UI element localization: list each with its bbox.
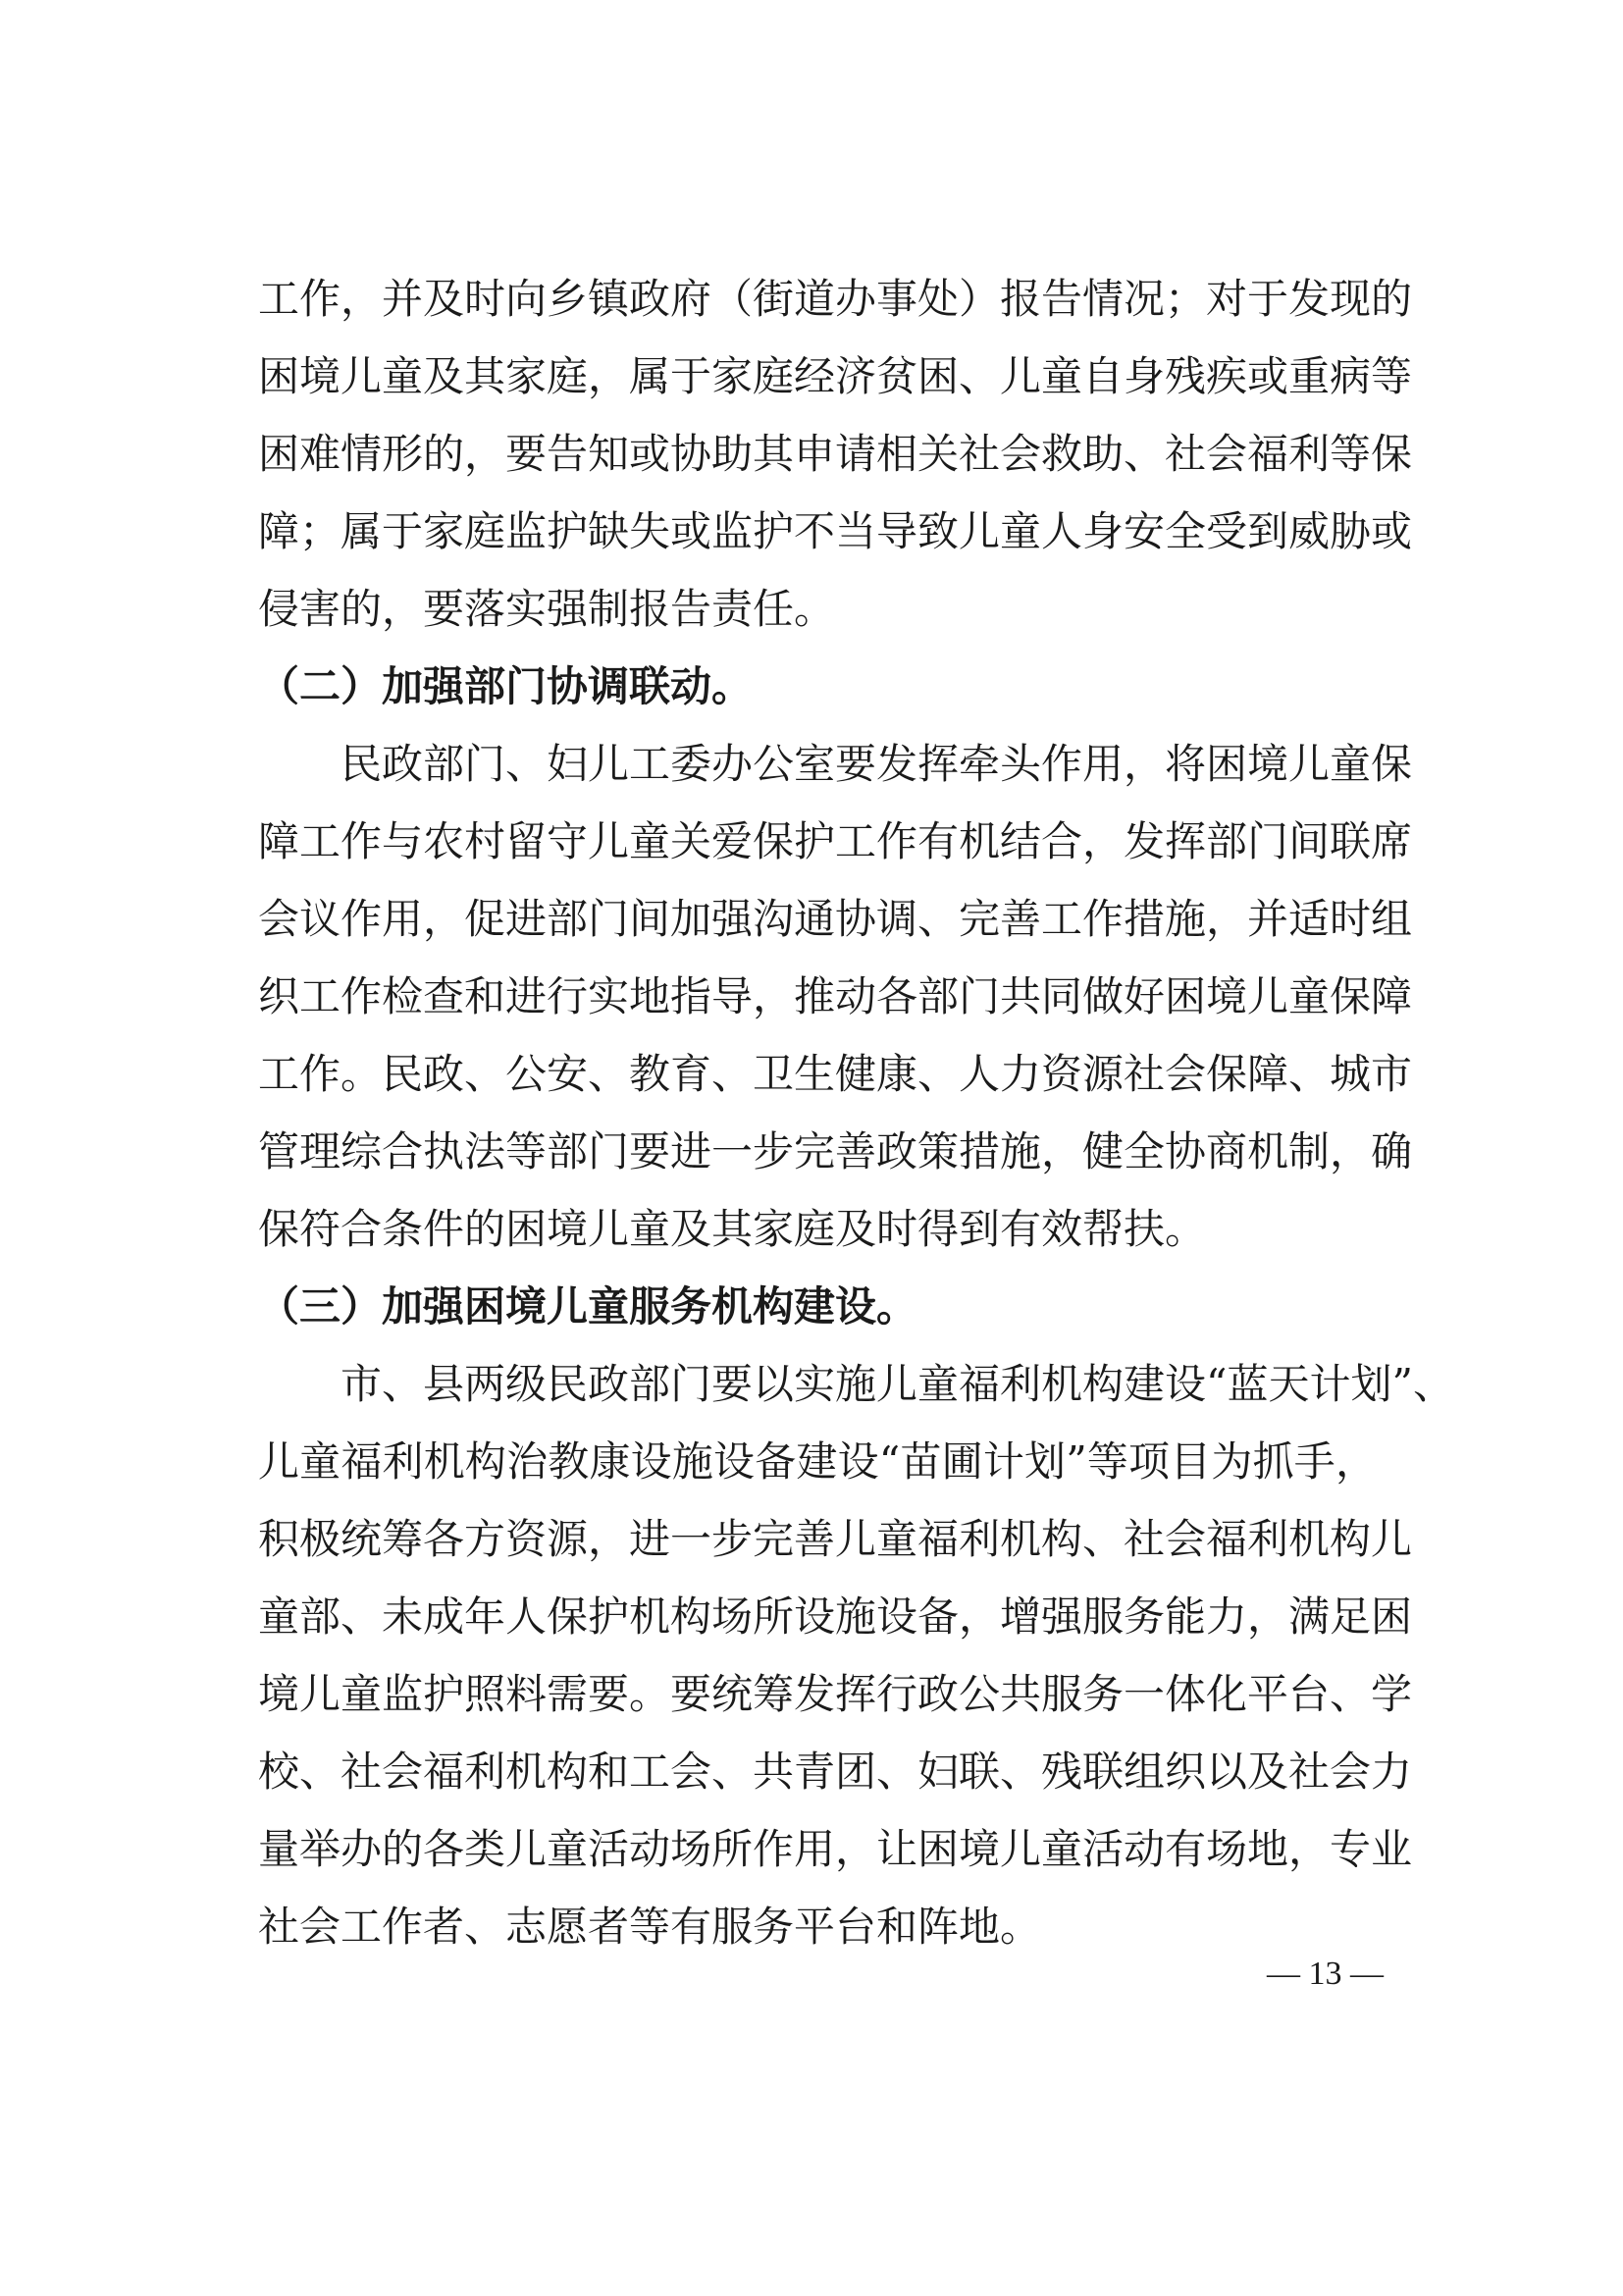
text-line: 工作。民政、公安、教育、卫生健康、人力资源社会保障、城市	[258, 1050, 1413, 1098]
text-line: 社会工作者、志愿者等有服务平台和阵地。	[258, 1903, 1042, 1951]
text-line: 境儿童监护照料需要。要统筹发挥行政公共服务一体化平台、学	[258, 1670, 1413, 1718]
body-text	[258, 260, 1454, 1965]
text-line: 织工作检查和进行实地指导，推动各部门共同做好困境儿童保障	[258, 972, 1413, 1020]
text-line: 保符合条件的困境儿童及其家庭及时得到有效帮扶。	[258, 1205, 1207, 1253]
text-line: 障；属于家庭监护缺失或监护不当导致儿童人身安全受到威胁或	[258, 507, 1413, 555]
text-line: 儿童福利机构治教康设施设备建设“苗圃计划”等项目为抓手，	[258, 1437, 1377, 1486]
paragraph-3	[258, 1345, 1454, 1965]
text-line: 积极统筹各方资源，进一步完善儿童福利机构、社会福利机构儿	[258, 1515, 1413, 1563]
section-heading-3: （三）加强困境儿童服务机构建设。	[258, 1282, 918, 1331]
text-line: 童部、未成年人保护机构场所设施设备，增强服务能力，满足困	[258, 1592, 1413, 1641]
page-number: — 13 —	[1267, 1956, 1384, 1992]
text-line: 市、县两级民政部门要以实施儿童福利机构建设“蓝天计划”、	[340, 1360, 1454, 1408]
text-line: 会议作用，促进部门间加强沟通协调、完善工作措施，并适时组	[258, 895, 1413, 943]
paragraph-2	[258, 725, 1413, 1268]
text-line: 量举办的各类儿童活动场所作用，让困境儿童活动有场地，专业	[258, 1825, 1413, 1873]
text-line: 管理综合执法等部门要进一步完善政策措施，健全协商机制，确	[258, 1127, 1413, 1175]
text-line: 工作，并及时向乡镇政府（街道办事处）报告情况；对于发现的	[258, 275, 1413, 323]
text-line: 校、社会福利机构和工会、共青团、妇联、残联组织以及社会力	[258, 1748, 1413, 1796]
text-line: 困境儿童及其家庭，属于家庭经济贫困、儿童自身残疾或重病等	[258, 352, 1413, 400]
paragraph-1	[258, 260, 1413, 648]
text-line: 障工作与农村留守儿童关爱保护工作有机结合，发挥部门间联席	[258, 817, 1413, 865]
section-heading-2: （二）加强部门协调联动。	[258, 662, 754, 710]
text-line: 侵害的，要落实强制报告责任。	[258, 585, 836, 633]
text-line: 困难情形的，要告知或协助其申请相关社会救助、社会福利等保	[258, 430, 1413, 478]
text-line: 民政部门、妇儿工委办公室要发挥牵头作用，将困境儿童保	[340, 740, 1413, 788]
